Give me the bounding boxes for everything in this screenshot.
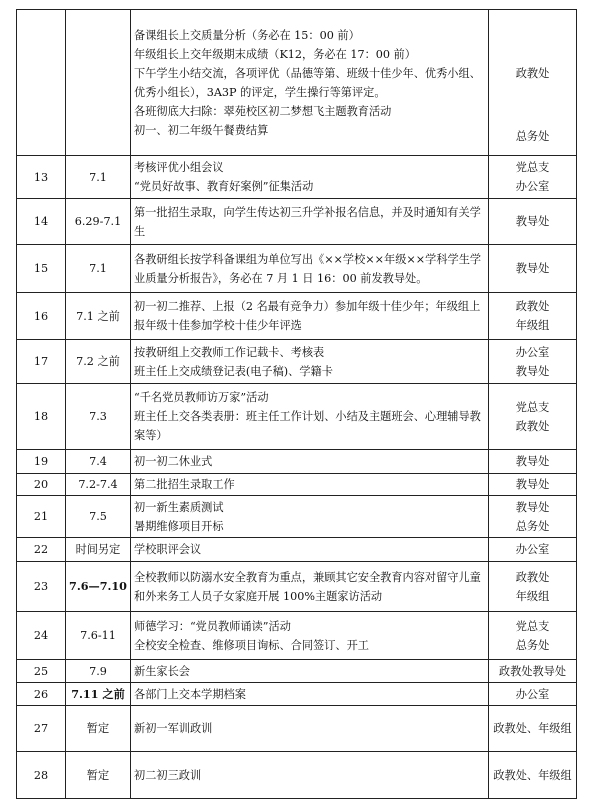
task-line: 初二初三政训: [134, 768, 202, 782]
table-row: [17, 384, 577, 450]
dept-line: 政教处: [515, 300, 550, 313]
row-dept: [489, 612, 577, 660]
row-tasks: [131, 245, 489, 293]
dept-line: 教导处: [515, 500, 550, 514]
row-date: 7.6—7.10: [66, 562, 131, 612]
dept-line: 总务处: [515, 129, 550, 143]
row-dept: [489, 496, 577, 538]
dept-line: 政教处: [515, 419, 550, 433]
dept-line: 政教处教导处: [498, 664, 567, 678]
table-row: [17, 496, 577, 538]
dept-line: 教导处: [515, 215, 550, 228]
row-dept: [489, 660, 577, 683]
task-line: 师德学习：“党员教师诵读”活动: [134, 619, 291, 633]
dept-line: 党总支: [515, 619, 550, 633]
dept-line: 教导处: [515, 364, 550, 378]
row-dept: [489, 706, 577, 752]
table-row: [17, 538, 577, 562]
row-date: 7.11 之前: [66, 683, 131, 706]
row-number: 22: [17, 538, 66, 562]
row-date: 7.4: [66, 450, 131, 474]
row-number: 20: [17, 474, 66, 496]
row-date: 7.3: [66, 384, 131, 450]
row-number: 16: [17, 293, 66, 340]
task-line: 初一初二推荐、上报（2 名最有竞争力）参加年级十佳少年；年级组上报年级十佳参加学校十佳少年评选: [134, 300, 481, 332]
row-tasks: [131, 199, 489, 245]
row-dept: [489, 199, 577, 245]
task-line: 新生家长会: [134, 664, 190, 678]
row-tasks: [131, 538, 489, 562]
row-date: 7.1: [66, 245, 131, 293]
table-row: [17, 562, 577, 612]
table-row: [17, 245, 577, 293]
table-row: [17, 156, 577, 199]
row-number: 27: [17, 706, 66, 752]
row-date: 7.1: [66, 156, 131, 199]
dept-line: 办公室: [515, 180, 550, 193]
row-number: 26: [17, 683, 66, 706]
task-line: 全校教师以防溺水安全教育为重点，兼顾其它安全教育内容对留守儿童和外来务工人员子女家庭开展 100%主题家访活动: [134, 570, 481, 603]
row-tasks: [131, 293, 489, 340]
dept-line: 教导处: [515, 478, 550, 491]
row-tasks: [131, 156, 489, 199]
dept-line: 办公室: [515, 345, 550, 359]
task-line: 初一初二休业式: [134, 455, 213, 468]
dept-line: 办公室: [515, 687, 550, 701]
table-row: [17, 450, 577, 474]
table-row: [17, 340, 577, 384]
task-line: 考核评优小组会议: [134, 161, 224, 174]
table-row: [17, 660, 577, 683]
row-date: 7.9: [66, 660, 131, 683]
row-dept: [489, 538, 577, 562]
row-number: 13: [17, 156, 66, 199]
table-row: [17, 199, 577, 245]
table-row: [17, 752, 577, 799]
dept-line: 办公室: [515, 543, 550, 556]
task-line: 各班彻底大扫除：翠苑校区初二梦想飞主题教育活动: [134, 104, 392, 118]
row-date: 6.29-7.1: [66, 199, 131, 245]
task-line: 下午学生小结交流，各项评优（品德等第、班级十佳少年、优秀小组、优秀小组长），3A3P 的评定，学生操行等第评定。: [134, 66, 481, 99]
row-date: 7.2-7.4: [66, 474, 131, 496]
row-tasks: [131, 752, 489, 799]
row-date: 时间另定: [66, 538, 131, 562]
row-date: 7.1 之前: [66, 293, 131, 340]
task-line: 初一、初二年级午餐费结算: [134, 123, 269, 137]
task-line: 年级组长上交年级期末成绩（K12，务必在 17：00 前）: [134, 47, 416, 61]
dept-line: 年级组: [515, 589, 550, 603]
row-dept: [489, 10, 577, 156]
row-date: [66, 10, 131, 156]
dept-line: 总务处: [515, 519, 550, 533]
dept-line: 党总支: [515, 161, 550, 174]
row-tasks: [131, 706, 489, 752]
row-date: 暂定: [66, 752, 131, 799]
row-dept: [489, 156, 577, 199]
row-number: 15: [17, 245, 66, 293]
dept-line: 总务处: [515, 638, 550, 652]
row-number: 23: [17, 562, 66, 612]
row-number: 18: [17, 384, 66, 450]
task-line: 第二批招生录取工作: [134, 478, 235, 491]
task-line: 按教研组上交教师工作记载卡、考核表: [134, 345, 325, 359]
row-number: 17: [17, 340, 66, 384]
row-number: 14: [17, 199, 66, 245]
dept-line: 政教处、年级组: [493, 722, 572, 735]
task-line: 新初一军训政训: [134, 722, 213, 735]
schedule-table: [16, 9, 577, 799]
row-dept: [489, 340, 577, 384]
table-row: [17, 293, 577, 340]
row-tasks: [131, 496, 489, 538]
task-line: 班主任上交各类表册：班主任工作计划、小结及主题班会、心理辅导教案等）: [134, 410, 481, 442]
row-dept: [489, 562, 577, 612]
dept-line: 政教处、年级组: [493, 768, 572, 782]
task-line: 各教研组长按学科备课组为单位写出《××学校××年级××学科学生学业质量分析报告》，务必在 7 月 1 日 16：00 前发教导处。: [134, 252, 482, 285]
row-number: 24: [17, 612, 66, 660]
row-date: 7.5: [66, 496, 131, 538]
row-dept: [489, 474, 577, 496]
row-tasks: [131, 384, 489, 450]
row-number: 25: [17, 660, 66, 683]
row-number: 21: [17, 496, 66, 538]
row-tasks: [131, 10, 489, 156]
row-date: 7.6-11: [66, 612, 131, 660]
task-line: 全校安全检查、维修项目询标、合同签订、开工: [134, 638, 369, 652]
row-tasks: [131, 450, 489, 474]
row-dept: [489, 245, 577, 293]
row-dept: [489, 752, 577, 799]
row-dept: [489, 293, 577, 340]
row-tasks: [131, 562, 489, 612]
dept-line: 党总支: [515, 400, 550, 414]
row-tasks: [131, 474, 489, 496]
row-tasks: [131, 612, 489, 660]
row-date: 7.2 之前: [66, 340, 131, 384]
table-row: [17, 474, 577, 496]
row-dept: [489, 384, 577, 450]
task-line: 第一批招生录取，向学生传达初三升学补报名信息，并及时通知有关学生: [134, 205, 481, 238]
row-number: [17, 10, 66, 156]
task-line: “党员好故事、教育好案例”征集活动: [134, 180, 314, 193]
table-row: [17, 706, 577, 752]
row-dept: [489, 450, 577, 474]
task-line: 暑期维修项目开标: [134, 519, 224, 533]
table-row: [17, 683, 577, 706]
row-number: 19: [17, 450, 66, 474]
table-row: [17, 10, 577, 156]
task-line: 班主任上交成绩登记表(电子稿)、学籍卡: [134, 364, 333, 378]
dept-line: 教导处: [515, 262, 550, 275]
row-tasks: [131, 660, 489, 683]
row-tasks: [131, 683, 489, 706]
dept-line: 政教处: [515, 570, 550, 584]
row-date: 暂定: [66, 706, 131, 752]
row-number: 28: [17, 752, 66, 799]
table-row: [17, 612, 577, 660]
task-line: 各部门上交本学期档案: [134, 687, 246, 701]
dept-line: 政教处: [515, 66, 550, 80]
task-line: 初一新生素质测试: [134, 500, 224, 514]
row-tasks: [131, 340, 489, 384]
dept-line: 教导处: [515, 455, 550, 468]
task-line: 备课组长上交质量分析（务必在 15：00 前）: [134, 28, 360, 42]
dept-line: 年级组: [515, 319, 550, 332]
task-line: 学校职评会议: [134, 543, 202, 556]
task-line: “千名党员教师访万家”活动: [134, 391, 269, 404]
row-dept: [489, 683, 577, 706]
